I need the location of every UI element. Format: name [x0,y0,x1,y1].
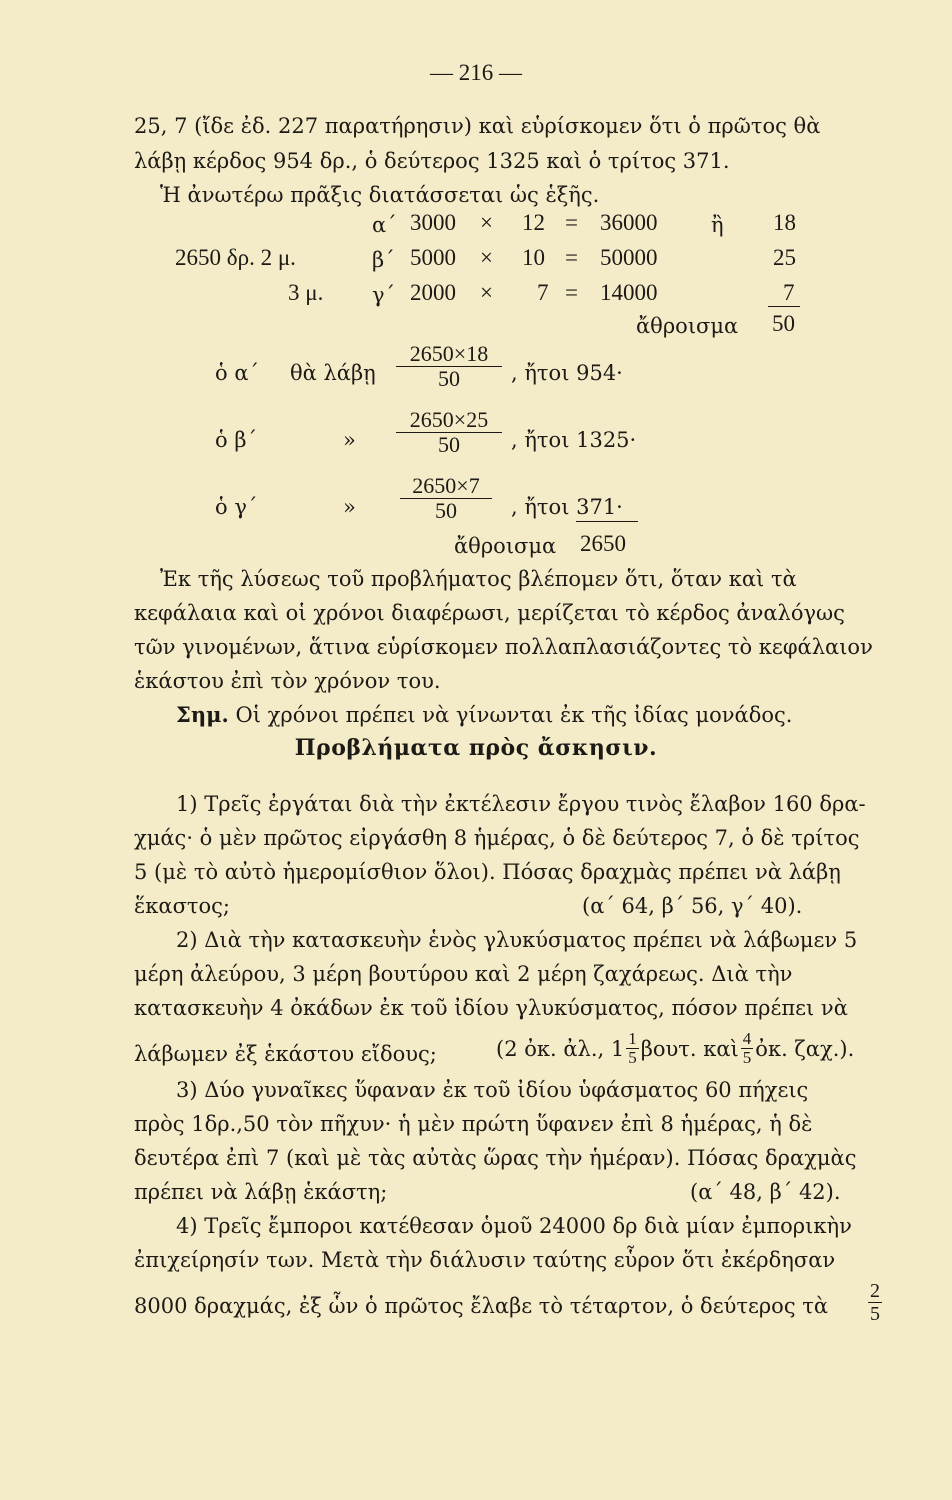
p2-fraction-1 [626,1030,639,1067]
conclusion-line: κεφάλαια καὶ οἱ χρόνοι διαφέρωσι, μερίζεται τὸ κέρδος ἀναλόγως [134,601,845,625]
p4-fraction [868,1280,882,1325]
page-number: — 216 — [430,60,522,85]
problem-2-line: λάβωμεν ἐξ ἑκάστου εἴδους; [134,1042,437,1066]
problem-3-line: πρέπει νὰ λάβῃ ἑκάστη; [134,1180,388,1204]
conclusion-line: Ἐκ τῆς λύσεως τοῦ προβλήματος βλέπομεν ὅτι, ὅταν καὶ τὰ [160,567,797,591]
calc-product: 50000 [600,245,658,270]
problem-1-line: 1) Τρεῖς ἐργάται διὰ τὴν ἐκτέλεσιν ἔργου τινὸς ἔλαβον 160 δρα- [176,792,866,816]
share-result: , ἤτοι 1325· [511,428,637,452]
calc-label: α΄ [372,213,397,237]
problem-1-line: ἕκαστος; [134,894,231,918]
intro-line-3: Ἡ ἀνωτέρω πρᾶξις διατάσσεται ὡς ἑξῆς. [160,183,600,207]
calc-factor-b: 10 [522,245,545,270]
calc-factor-a: 3000 [410,210,456,235]
problem-2-line: κατασκευὴν 4 ὀκάδων ἐκ τοῦ ἰδίου γλυκύσματος, πόσον πρέπει νὰ [134,996,848,1020]
calc-factor-b: 12 [522,210,545,235]
problem-1-line: 5 (μὲ τὸ αὐτὸ ἡμερομίσθιον ὅλοι). Πόσας δραχμὰς πρέπει νὰ λάβῃ [134,860,841,884]
problem-1-line: χμάς· ὁ μὲν πρῶτος εἰργάσθη 8 ἡμέρας, ὁ δὲ δεύτερος 7, ὁ δὲ τρίτος [134,826,860,850]
calc-label: γ΄ [372,283,396,307]
p4-fraction-den: 5 [870,1303,880,1325]
conclusion-line: ἑκάστου ἐπὶ τὸν χρόνον του. [134,669,441,693]
calc-ratio: 7 [783,280,795,305]
share-denominator: 50 [435,498,457,523]
calc-product: 14000 [600,280,658,305]
share-who: ὁ β΄ [215,428,257,452]
p2-answer-close: ὀκ. ζαχ.). [755,1036,855,1061]
note-text: Οἱ χρόνοι πρέπει νὰ γίνωνται ἐκ τῆς ἰδίας μονάδος. [235,703,793,727]
problem-4-line: ἐπιχείρησίν των. Μετὰ τὴν διάλυσιν ταύτης εὗρον ὅτι ἐκέρδησαν [134,1248,836,1272]
share-result: , ἤτοι 954· [511,361,623,385]
shares-total-label: ἄθροισμα [454,534,557,558]
share-fraction [396,408,502,457]
calc-prefix: 3 μ. [288,280,324,305]
calc-sum-value: 50 [772,311,795,336]
share-who: ὁ γ΄ [215,495,258,519]
calc-ratio: 18 [773,210,796,235]
calc-or: ἢ [711,213,724,237]
calc-operator: × [480,245,493,270]
p2-fraction-1-num: 1 [628,1029,637,1048]
problem-1-answer: (α΄ 64, β΄ 56, γ΄ 40). [582,894,803,918]
problem-2-answer [496,1030,854,1067]
p2-fraction-2-num: 4 [742,1029,752,1048]
p2-fraction-1-den: 5 [628,1048,637,1067]
problem-3-line: 3) Δύο γυναῖκες ὕφαναν ἐκ τοῦ ἰδίου ὑφάσματος 60 πήχεις [176,1078,809,1102]
problem-3-answer: (α΄ 48, β΄ 42). [690,1180,841,1204]
share-fraction [400,474,492,523]
problem-4-line: 4) Τρεῖς ἔμποροι κατέθεσαν ὁμοῦ 24000 δρ διὰ μίαν ἐμπορικὴν [176,1214,852,1238]
share-fraction [396,342,502,391]
share-verb: » [343,495,356,519]
calc-equals: = [565,210,578,235]
share-who: ὁ α΄ [215,361,259,385]
calc-equals: = [565,245,578,270]
intro-line-1: 25, 7 (ἴδε ἐδ. 227 παρατήρησιν) καὶ εὑρίσκομεν ὅτι ὁ πρῶτος θὰ [134,114,821,138]
p4-fraction-num: 2 [870,1280,880,1302]
problem-3-line: δευτέρα ἐπὶ 7 (καὶ μὲ τὰς αὐτὰς ὥρας τὴν ἡμέραν). Πόσας δραχμὰς [134,1146,857,1170]
calc-factor-b: 7 [537,280,549,305]
calc-equals: = [565,280,578,305]
calc-factor-a: 2000 [410,280,456,305]
calc-sum-label: ἄθροισμα [636,314,739,338]
p2-answer-mid: βουτ. καὶ [640,1036,739,1061]
p2-fraction-2 [741,1030,754,1067]
share-numerator: 2650×18 [396,342,502,367]
calc-prefix: 2650 δρ. 2 μ. [175,245,296,270]
intro-line-2: λάβῃ κέρδος 954 δρ., ὁ δεύτερος 1325 καὶ ὁ τρίτος 371. [134,149,730,173]
share-denominator: 50 [438,366,460,391]
problem-4-line: 8000 δραχμάς, ἐξ ὧν ὁ πρῶτος ἔλαβε τὸ τέταρτον, ὁ δεύτερος τὰ [134,1294,829,1318]
calc-operator: × [480,210,493,235]
note [176,702,792,728]
share-numerator: 2650×7 [400,474,492,499]
share-verb: » [343,428,356,452]
calc-product: 36000 [600,210,658,235]
calc-ratio: 25 [773,245,796,270]
calc-sum-rule [768,306,800,307]
calc-operator: × [480,280,493,305]
problem-2-line: μέρη ἀλεύρου, 3 μέρη βουτύρου καὶ 2 μέρη ζαχάρεως. Διὰ τὴν [134,962,793,986]
share-verb: θὰ λάβῃ [290,361,376,385]
share-numerator: 2650×25 [396,408,502,433]
shares-total-rule [576,521,638,522]
shares-total-value: 2650 [580,531,626,556]
share-result: , ἤτοι 371· [511,495,623,519]
p2-fraction-2-den: 5 [742,1048,752,1067]
problem-3-line: πρὸς 1δρ.,50 τὸν πῆχυν· ἡ μὲν πρώτη ὕφανεν ἐπὶ 8 ἡμέρας, ἡ δὲ [134,1112,813,1136]
calc-label: β΄ [372,248,395,272]
problem-2-line: 2) Διὰ τὴν κατασκευὴν ἑνὸς γλυκύσματος πρέπει νὰ λάβωμεν 5 [176,928,858,952]
calc-factor-a: 5000 [410,245,456,270]
share-denominator: 50 [438,432,460,457]
p2-answer-open: (2 ὀκ. ἀλ., 1 [496,1036,625,1061]
note-label: Σημ. [176,702,229,727]
conclusion-line: τῶν γινομένων, ἅτινα εὑρίσκομεν πολλαπλασιάζοντες τὸ κεφάλαιον [134,635,873,659]
section-heading: Προβλήματα πρὸς ἄσκησιν. [294,735,658,761]
